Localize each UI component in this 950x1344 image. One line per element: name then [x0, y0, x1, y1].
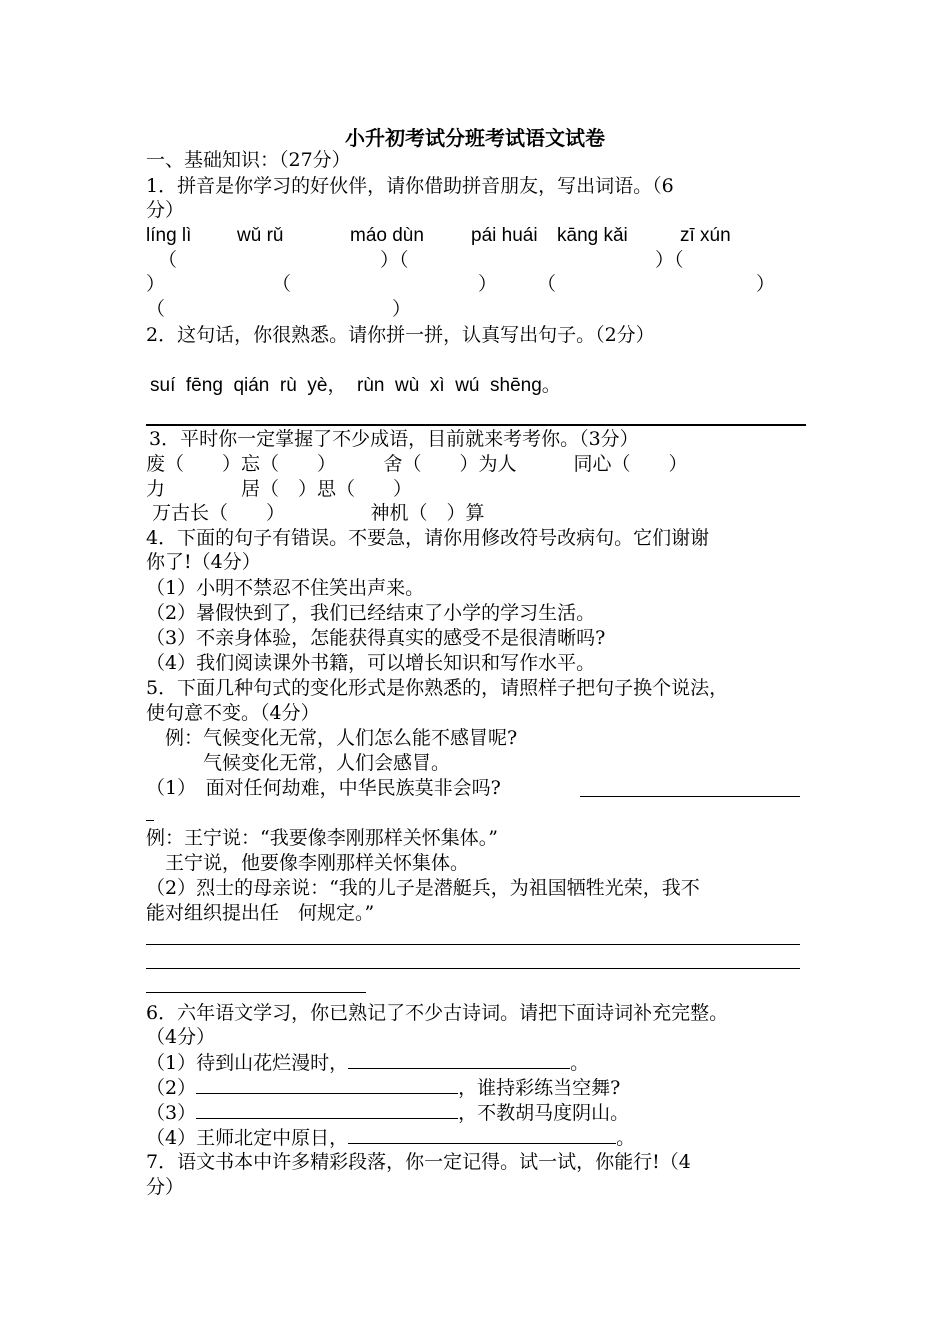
q5-example-1a: 例：气候变化无常，人们怎么能不感冒呢? — [146, 727, 518, 749]
idiom-row-1: 废（ ）忘（ ） 舍（ ）为人 同心（ ） — [146, 453, 688, 475]
question-5-line-1: 5．下面几种句式的变化形式是你熟悉的，请照样子把句子换个说法， — [146, 677, 729, 699]
answer-bracket: （ — [146, 298, 166, 320]
idiom-row-2: 力 居（ ）思（ ） — [146, 478, 413, 500]
q5-example-2b: 王宁说，他要像李刚那样关怀集体。 — [146, 852, 470, 874]
pinyin-2: wǔ rǔ — [237, 225, 284, 246]
answer-line — [580, 796, 800, 797]
q5-example-2a: 例：王宁说：“我要像李刚那样关怀集体。” — [146, 827, 498, 849]
answer-bracket: ） — [392, 298, 412, 320]
q6-item-3: （3） ，不教胡马度阴山。 — [146, 1102, 630, 1124]
idiom-row-3: 万古长（ ） 神机（ ）算 — [146, 502, 485, 524]
answer-line — [146, 820, 154, 821]
page-title: 小升初考试分班考试语文试卷 — [345, 126, 605, 150]
answer-bracket: ）（ — [655, 249, 684, 271]
pinyin-1: líng lì — [146, 225, 192, 246]
q5-example-1b: 气候变化无常，人们会感冒。 — [146, 752, 451, 774]
section-heading: 一、基础知识：（27分） — [146, 149, 351, 171]
answer-line — [146, 992, 366, 993]
question-7-line-1: 7．语文书本中许多精彩段落，你一定记得。试一试，你能行!（4 — [146, 1151, 691, 1173]
pinyin-6: zī xún — [680, 225, 731, 246]
question-2-pinyin: suí fēng qián rù yè， rùn wù xì wú shēng。 — [150, 375, 561, 396]
answer-line — [146, 944, 800, 945]
question-1-line-2: 分） — [146, 199, 185, 221]
answer-line — [146, 424, 806, 426]
blank-line — [196, 1075, 458, 1094]
q4-item-3: （3）不亲身体验，怎能获得真实的感受不是很清晰吗? — [146, 627, 606, 649]
question-2: 2．这句话，你很熟悉。请你拼一拼，认真写出句子。（2分） — [146, 324, 655, 346]
answer-bracket: ） — [756, 273, 776, 295]
pinyin-5: kāng kǎi — [557, 225, 628, 246]
q6-item-1: （1）待到山花烂漫时， 。 — [146, 1052, 590, 1074]
answer-bracket: （ — [158, 249, 178, 271]
question-6-line-1: 6．六年语文学习，你已熟记了不少古诗词。请把下面诗词补充完整。 — [146, 1002, 729, 1024]
q4-item-1: （1）小明不禁忍不住笑出声来。 — [146, 577, 425, 599]
q6-item-2: （2） ，谁持彩练当空舞? — [146, 1077, 621, 1099]
pinyin-3: máo dùn — [350, 225, 424, 246]
q5-item-2b: 能对组织提出任 何规定。” — [146, 902, 375, 924]
blank-line — [348, 1125, 616, 1144]
q4-item-2: （2）暑假快到了，我们已经结束了小学的学习生活。 — [146, 602, 596, 624]
question-6-line-2: （4分） — [146, 1026, 216, 1048]
q5-item-2a: （2）烈士的母亲说：“我的儿子是潜艇兵，为祖国牺牲光荣，我不 — [146, 877, 700, 899]
question-1-line-1: 1．拼音是你学习的好伙伴，请你借助拼音朋友，写出词语。（6 — [146, 175, 674, 197]
question-7-line-2: 分） — [146, 1176, 185, 1198]
q6-item-4: （4）王师北定中原日， 。 — [146, 1127, 636, 1149]
answer-bracket: ） — [146, 273, 166, 295]
blank-line — [196, 1100, 458, 1119]
question-3: 3．平时你一定掌握了不少成语，目前就来考考你。（3分） — [149, 428, 639, 450]
answer-bracket: （ — [272, 273, 292, 295]
q4-item-4: （4）我们阅读课外书籍，可以增长知识和写作水平。 — [146, 652, 596, 674]
answer-line — [146, 968, 800, 969]
blank-line — [348, 1050, 570, 1069]
answer-bracket: ） — [478, 273, 498, 295]
q5-item-1: （1） 面对任何劫难，中华民族莫非会吗? — [146, 777, 501, 799]
question-5-line-2: 使句意不变。（4分） — [146, 702, 320, 724]
question-4-line-2: 你了!（4分） — [146, 551, 261, 573]
answer-bracket: ）（ — [380, 249, 409, 271]
pinyin-4: pái huái — [471, 225, 538, 246]
answer-bracket: （ — [537, 273, 557, 295]
question-4-line-1: 4．下面的句子有错误。不要急，请你用修改符号改病句。它们谢谢 — [146, 527, 710, 549]
